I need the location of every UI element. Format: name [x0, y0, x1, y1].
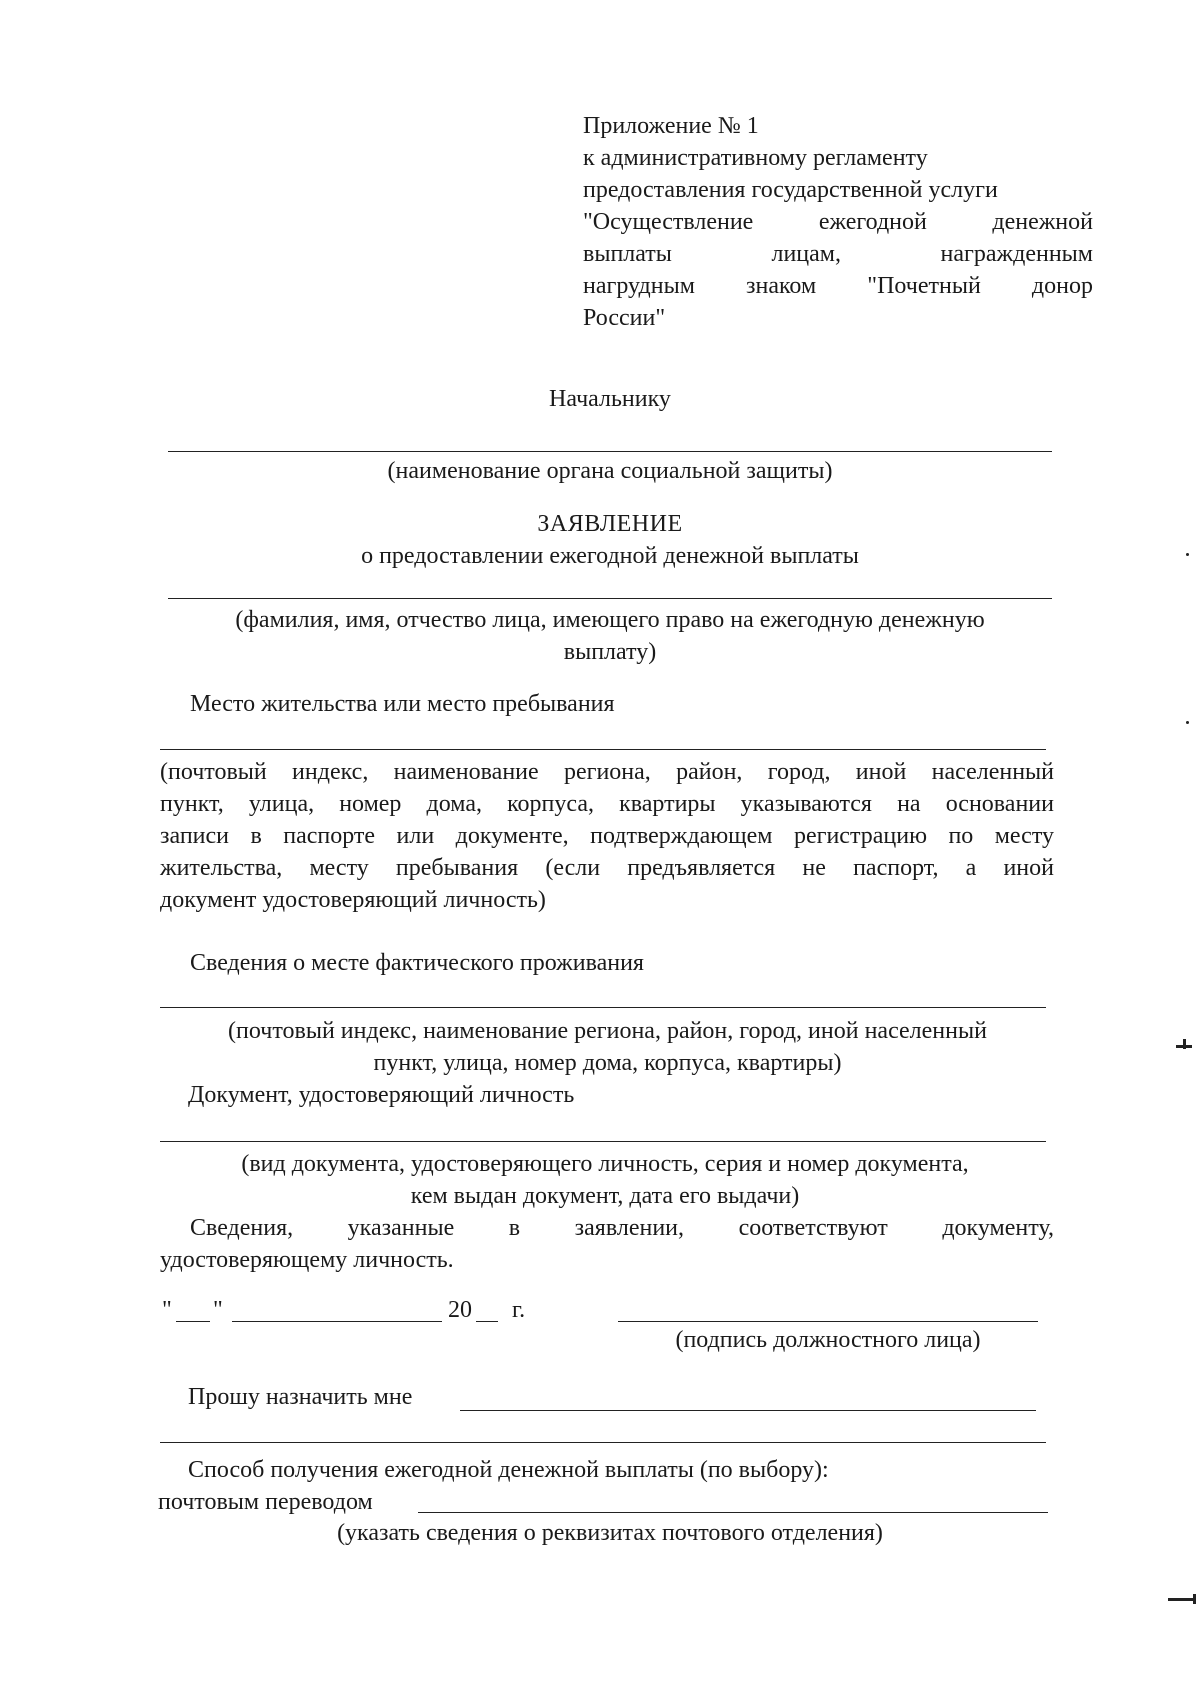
- document-subtitle: о предоставлении ежегодной денежной выплаты: [361, 543, 859, 569]
- appendix-line: "Осуществление ежегодной денежной: [583, 209, 1093, 235]
- actual-residence-caption-line: (почтовый индекс, наименование региона, район, город, иной населенный: [228, 1018, 987, 1044]
- residence-caption-line: пункт, улица, номер дома, корпуса, квартиры указываются на основании: [160, 791, 1054, 817]
- date-month-field[interactable]: [232, 1321, 442, 1322]
- payment-method-label: Способ получения ежегодной денежной выплаты (по выбору):: [188, 1457, 829, 1483]
- request-field-continuation[interactable]: [160, 1442, 1046, 1443]
- signature-line[interactable]: [618, 1321, 1038, 1322]
- residence-line[interactable]: [160, 749, 1046, 750]
- appendix-line: нагрудным знаком "Почетный донор: [583, 273, 1093, 299]
- request-field[interactable]: [460, 1410, 1036, 1411]
- actual-residence-label: Сведения о месте фактического проживания: [190, 950, 644, 976]
- date-quote-close: ": [213, 1297, 223, 1323]
- scan-mark: [1168, 1598, 1196, 1601]
- identity-conformity-line: удостоверяющему личность.: [160, 1247, 454, 1273]
- applicant-name-line[interactable]: [168, 598, 1052, 599]
- appendix-line: выплаты лицам, награжденным: [583, 241, 1093, 267]
- applicant-caption-line: (фамилия, имя, отчество лица, имеющего право на ежегодную денежную: [235, 607, 985, 633]
- scan-speck: [1186, 721, 1189, 724]
- residence-caption-line: документ удостоверяющий личность): [160, 887, 546, 913]
- postal-transfer-field[interactable]: [418, 1512, 1048, 1513]
- identity-caption-line: (вид документа, удостоверяющего личность, серия и номер документа,: [241, 1151, 969, 1177]
- postal-transfer-label: почтовым переводом: [158, 1489, 373, 1515]
- scan-mark: [1176, 1045, 1192, 1048]
- identity-caption-line: кем выдан документ, дата его выдачи): [410, 1183, 800, 1209]
- residence-caption-line: записи в паспорте или документе, подтверждающем регистрацию по месту: [160, 823, 1054, 849]
- document-title: ЗАЯВЛЕНИЕ: [537, 511, 683, 537]
- postal-transfer-caption: (указать сведения о реквизитах почтового отделения): [337, 1520, 883, 1546]
- recipient-org-caption: (наименование органа социальной защиты): [387, 458, 833, 484]
- actual-residence-line[interactable]: [160, 1007, 1046, 1008]
- scan-speck: [1186, 553, 1189, 556]
- recipient-org-line[interactable]: [168, 451, 1052, 452]
- appendix-line: предоставления государственной услуги: [583, 177, 998, 203]
- residence-label: Место жительства или место пребывания: [190, 691, 615, 717]
- date-year-prefix: 20: [448, 1297, 472, 1323]
- identity-label: Документ, удостоверяющий личность: [188, 1082, 575, 1108]
- date-quote-open: ": [162, 1297, 172, 1323]
- applicant-caption: [160, 604, 1060, 668]
- signature-caption: (подпись должностного лица): [675, 1327, 981, 1353]
- request-label: Прошу назначить мне: [188, 1384, 413, 1410]
- appendix-line: к административному регламенту: [583, 145, 928, 171]
- date-day-field[interactable]: [176, 1321, 210, 1322]
- identity-conformity: [190, 1212, 1054, 1244]
- identity-conformity-line: Сведения, указанные в заявлении, соответствуют документу,: [190, 1215, 1054, 1241]
- appendix-block: [583, 110, 1093, 334]
- recipient-label: Начальнику: [549, 386, 671, 412]
- appendix-line: России": [583, 305, 666, 331]
- applicant-caption-line: выплату): [563, 639, 657, 665]
- residence-caption-line: жительства, месту пребывания (если предъявляется не паспорт, а иной: [160, 855, 1054, 881]
- actual-residence-caption-line: пункт, улица, номер дома, корпуса, квартиры): [373, 1050, 842, 1076]
- identity-caption: [160, 1148, 1050, 1212]
- appendix-number: Приложение № 1: [583, 113, 759, 139]
- date-year-field[interactable]: [476, 1321, 498, 1322]
- scan-mark: [1193, 1594, 1196, 1604]
- actual-residence-caption: [155, 1015, 1060, 1079]
- identity-line[interactable]: [160, 1141, 1046, 1142]
- date-year-suffix: г.: [512, 1297, 526, 1323]
- residence-caption-line: (почтовый индекс, наименование региона, район, город, иной населенный: [160, 759, 1054, 785]
- residence-caption: [160, 756, 1054, 916]
